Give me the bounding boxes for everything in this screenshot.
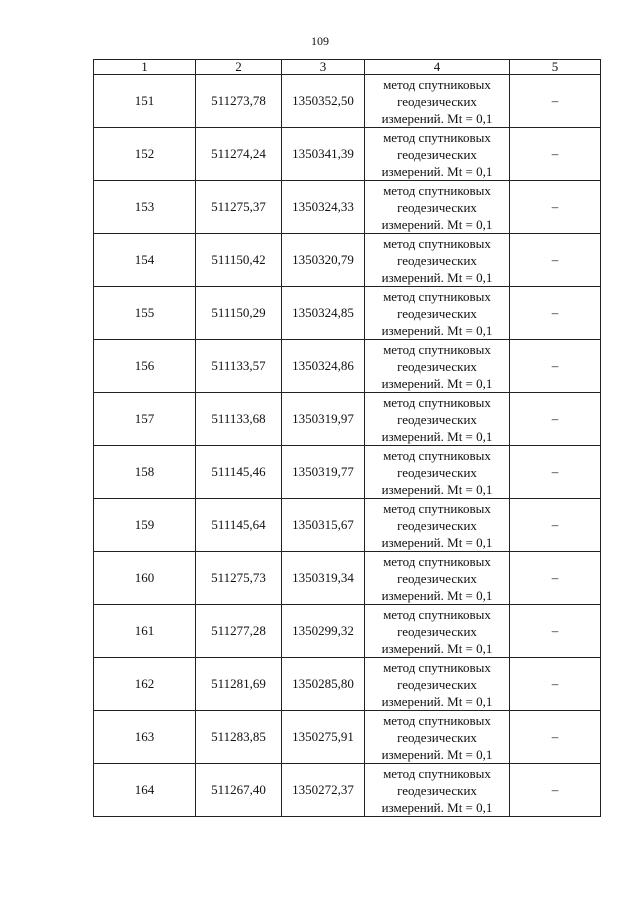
- method-text-line: метод спутниковых: [383, 712, 491, 728]
- point-number-cell: 154: [94, 234, 196, 287]
- method-cell: [365, 234, 510, 287]
- method-text-line: метод спутниковых: [383, 500, 491, 516]
- x-coordinate-cell: 511267,40: [196, 764, 282, 817]
- table-row: [94, 499, 601, 552]
- x-coordinate-cell: 511275,37: [196, 181, 282, 234]
- method-text-line: измерений. Mt = 0,1: [381, 481, 493, 497]
- method-cell: [365, 75, 510, 128]
- method-text-line: метод спутниковых: [383, 288, 491, 304]
- method-text-line: метод спутниковых: [383, 129, 491, 145]
- point-number-cell: 160: [94, 552, 196, 605]
- table-row: [94, 552, 601, 605]
- point-number-cell: 161: [94, 605, 196, 658]
- point-number-cell: 153: [94, 181, 196, 234]
- coordinates-table: [93, 59, 601, 817]
- method-text-line: измерений. Mt = 0,1: [381, 110, 493, 126]
- point-number-cell: 151: [94, 75, 196, 128]
- method-text-line: измерений. Mt = 0,1: [381, 587, 493, 603]
- table-row: [94, 446, 601, 499]
- method-text-line: метод спутниковых: [383, 659, 491, 675]
- method-cell: [365, 340, 510, 393]
- column-header: 5: [510, 60, 601, 75]
- x-coordinate-cell: 511145,46: [196, 446, 282, 499]
- x-coordinate-cell: 511150,42: [196, 234, 282, 287]
- method-text-line: геодезических: [397, 252, 477, 268]
- table-header: [94, 60, 601, 75]
- method-text-line: геодезических: [397, 146, 477, 162]
- method-text-line: геодезических: [397, 305, 477, 321]
- table-row: [94, 658, 601, 711]
- method-text-line: геодезических: [397, 623, 477, 639]
- note-cell: –: [510, 658, 601, 711]
- point-number-cell: 152: [94, 128, 196, 181]
- method-text-line: геодезических: [397, 517, 477, 533]
- page-number: 109: [311, 34, 329, 48]
- header-row: [94, 60, 601, 75]
- method-text-line: измерений. Mt = 0,1: [381, 216, 493, 232]
- method-cell: [365, 393, 510, 446]
- note-cell: –: [510, 234, 601, 287]
- table-row: [94, 181, 601, 234]
- x-coordinate-cell: 511274,24: [196, 128, 282, 181]
- point-number-cell: 163: [94, 711, 196, 764]
- x-coordinate-cell: 511277,28: [196, 605, 282, 658]
- method-cell: [365, 446, 510, 499]
- x-coordinate-cell: 511283,85: [196, 711, 282, 764]
- x-coordinate-cell: 511133,57: [196, 340, 282, 393]
- x-coordinate-cell: 511145,64: [196, 499, 282, 552]
- table-body: [94, 75, 601, 817]
- note-cell: –: [510, 446, 601, 499]
- x-coordinate-cell: 511275,73: [196, 552, 282, 605]
- method-text-line: геодезических: [397, 411, 477, 427]
- y-coordinate-cell: 1350324,33: [282, 181, 365, 234]
- method-text-line: метод спутниковых: [383, 341, 491, 357]
- y-coordinate-cell: 1350352,50: [282, 75, 365, 128]
- point-number-cell: 159: [94, 499, 196, 552]
- method-text-line: измерений. Mt = 0,1: [381, 375, 493, 391]
- method-text-line: метод спутниковых: [383, 76, 491, 92]
- method-cell: [365, 764, 510, 817]
- method-text-line: измерений. Mt = 0,1: [381, 640, 493, 656]
- method-text-line: геодезических: [397, 464, 477, 480]
- method-cell: [365, 287, 510, 340]
- method-text-line: геодезических: [397, 782, 477, 798]
- point-number-cell: 162: [94, 658, 196, 711]
- table-row: [94, 340, 601, 393]
- y-coordinate-cell: 1350319,97: [282, 393, 365, 446]
- y-coordinate-cell: 1350275,91: [282, 711, 365, 764]
- method-text-line: измерений. Mt = 0,1: [381, 163, 493, 179]
- column-header: 4: [365, 60, 510, 75]
- y-coordinate-cell: 1350319,77: [282, 446, 365, 499]
- note-cell: –: [510, 605, 601, 658]
- note-cell: –: [510, 499, 601, 552]
- method-text-line: измерений. Mt = 0,1: [381, 269, 493, 285]
- table-row: [94, 287, 601, 340]
- point-number-cell: 158: [94, 446, 196, 499]
- table-row: [94, 605, 601, 658]
- method-text-line: метод спутниковых: [383, 235, 491, 251]
- x-coordinate-cell: 511273,78: [196, 75, 282, 128]
- method-text-line: геодезических: [397, 358, 477, 374]
- method-text-line: геодезических: [397, 93, 477, 109]
- y-coordinate-cell: 1350315,67: [282, 499, 365, 552]
- method-text-line: измерений. Mt = 0,1: [381, 693, 493, 709]
- x-coordinate-cell: 511150,29: [196, 287, 282, 340]
- method-cell: [365, 658, 510, 711]
- column-header: 1: [94, 60, 196, 75]
- y-coordinate-cell: 1350272,37: [282, 764, 365, 817]
- method-text-line: измерений. Mt = 0,1: [381, 534, 493, 550]
- note-cell: –: [510, 287, 601, 340]
- method-text-line: метод спутниковых: [383, 606, 491, 622]
- y-coordinate-cell: 1350324,86: [282, 340, 365, 393]
- point-number-cell: 157: [94, 393, 196, 446]
- note-cell: –: [510, 764, 601, 817]
- method-text-line: геодезических: [397, 729, 477, 745]
- method-cell: [365, 605, 510, 658]
- x-coordinate-cell: 511133,68: [196, 393, 282, 446]
- method-cell: [365, 552, 510, 605]
- table-row: [94, 75, 601, 128]
- note-cell: –: [510, 711, 601, 764]
- y-coordinate-cell: 1350319,34: [282, 552, 365, 605]
- note-cell: –: [510, 393, 601, 446]
- table-row: [94, 234, 601, 287]
- point-number-cell: 164: [94, 764, 196, 817]
- y-coordinate-cell: 1350324,85: [282, 287, 365, 340]
- column-header: 2: [196, 60, 282, 75]
- method-text-line: метод спутниковых: [383, 394, 491, 410]
- method-text-line: геодезических: [397, 570, 477, 586]
- column-header: 3: [282, 60, 365, 75]
- method-text-line: измерений. Mt = 0,1: [381, 746, 493, 762]
- method-cell: [365, 499, 510, 552]
- note-cell: –: [510, 75, 601, 128]
- method-cell: [365, 128, 510, 181]
- point-number-cell: 155: [94, 287, 196, 340]
- note-cell: –: [510, 128, 601, 181]
- method-text-line: геодезических: [397, 199, 477, 215]
- y-coordinate-cell: 1350341,39: [282, 128, 365, 181]
- method-cell: [365, 181, 510, 234]
- method-text-line: измерений. Mt = 0,1: [381, 799, 493, 815]
- point-number-cell: 156: [94, 340, 196, 393]
- table-row: [94, 711, 601, 764]
- y-coordinate-cell: 1350285,80: [282, 658, 365, 711]
- note-cell: –: [510, 552, 601, 605]
- x-coordinate-cell: 511281,69: [196, 658, 282, 711]
- method-cell: [365, 711, 510, 764]
- method-text-line: метод спутниковых: [383, 553, 491, 569]
- method-text-line: метод спутниковых: [383, 182, 491, 198]
- table-row: [94, 393, 601, 446]
- method-text-line: метод спутниковых: [383, 765, 491, 781]
- note-cell: –: [510, 181, 601, 234]
- note-cell: –: [510, 340, 601, 393]
- method-text-line: измерений. Mt = 0,1: [381, 428, 493, 444]
- method-text-line: геодезических: [397, 676, 477, 692]
- y-coordinate-cell: 1350320,79: [282, 234, 365, 287]
- y-coordinate-cell: 1350299,32: [282, 605, 365, 658]
- table-row: [94, 764, 601, 817]
- table-row: [94, 128, 601, 181]
- method-text-line: измерений. Mt = 0,1: [381, 322, 493, 338]
- method-text-line: метод спутниковых: [383, 447, 491, 463]
